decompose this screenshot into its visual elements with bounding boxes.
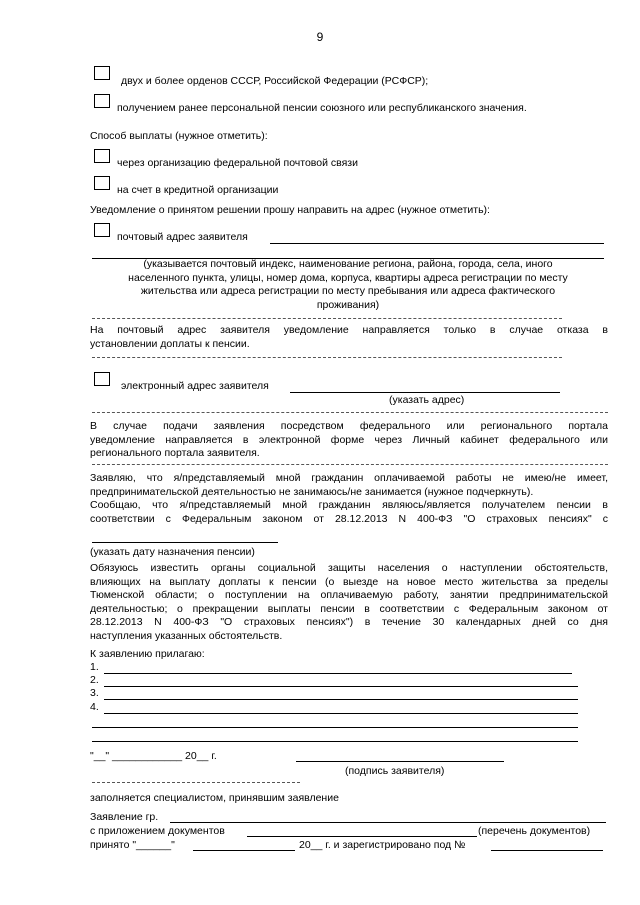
applicant-name-field[interactable] (170, 822, 606, 823)
page-number: 9 (316, 30, 324, 44)
attachment-field-6[interactable] (92, 741, 578, 742)
attachment-num-4: 4. (90, 701, 99, 713)
email-address-field[interactable] (290, 392, 560, 393)
divider (92, 412, 608, 413)
attachment-field-1[interactable] (104, 673, 572, 674)
docs-field[interactable] (247, 836, 477, 837)
attachments-heading: К заявлению прилагаю: (90, 648, 205, 660)
email-note: В случае подачи заявления посредством федерального или регионального портала уведомление направляется в электронной форме через Личный кабинет федерального или регионального портала заявителя. (90, 420, 608, 460)
postal-label: почтовый адрес заявителя (117, 231, 248, 243)
email-hint: (указать адрес) (389, 394, 465, 406)
attachment-num-3: 3. (90, 687, 99, 699)
registration-number-field[interactable] (491, 850, 603, 851)
payment-heading: Способ выплаты (нужное отметить): (90, 130, 268, 142)
attachment-field-2[interactable] (104, 686, 578, 687)
payment-bank-label: на счет в кредитной организации (117, 184, 279, 196)
accepted-month-field[interactable] (193, 850, 295, 851)
pension-date-field[interactable] (92, 542, 278, 543)
attachment-field-4[interactable] (104, 713, 578, 714)
declaration: Заявляю, что я/представляемый мной гражданин оплачиваемой работы не имею/не имеет, предпринимательской деятельностью не занимаюсь/не занимается (нужное подчеркнуть). Сообщаю, что я/представляемый мной гражданин являюсь/является получателем пенсии в соответствии с Федеральным законом от 28.12.2013 N 400-ФЗ "О страховых пенсиях" с (90, 472, 608, 525)
divider (92, 318, 562, 319)
checkbox-pension[interactable] (94, 94, 110, 108)
postal-note: На почтовый адрес заявителя уведомление направляется только в случае отказа в установлении доплаты к пенсии. (90, 324, 608, 350)
divider (92, 357, 562, 358)
divider (92, 464, 608, 465)
checkbox-pension-label: получением ранее персональной пенсии союзного или республиканского значения. (117, 102, 527, 114)
pension-date-hint: (указать дату назначения пенсии) (90, 546, 255, 558)
docs-label: с приложением документов (90, 825, 225, 837)
attachment-field-3[interactable] (104, 699, 578, 700)
attachment-num-2: 2. (90, 674, 99, 686)
attachment-field-5[interactable] (92, 727, 578, 728)
checkbox-orders-label: двух и более орденов СССР, Российской Федерации (РСФСР); (121, 75, 429, 87)
divider (92, 782, 300, 783)
notice-heading: Уведомление о принятом решении прошу направить на адрес (нужное отметить): (90, 204, 490, 216)
obligation: Обязуюсь известить органы социальной защиты населения о наступлении обстоятельств, влияющих на выплату доплаты к пенсии (о выезде на новое место жительства за пределы Тюменской области; о поступлении на оплачиваемую работу, занятии предпринимательской деятельностью; о прекращении выплаты пенсии в соответствии с Федеральным законом от 28.12.2013 N 400-ФЗ "О страховых пенсиях") в течение 30 календарных дней со дня наступления указанных обстоятельств. (90, 562, 608, 642)
postal-address-field[interactable] (270, 243, 604, 244)
application-label: Заявление гр. (90, 811, 159, 823)
checkbox-orders[interactable] (94, 66, 110, 80)
checkbox-payment-post[interactable] (94, 149, 110, 163)
email-label: электронный адрес заявителя (121, 380, 269, 392)
checkbox-postal[interactable] (94, 223, 110, 237)
payment-post-label: через организацию федеральной почтовой связи (117, 157, 358, 169)
checkbox-payment-bank[interactable] (94, 176, 110, 190)
accepted-label: принято "______" (90, 839, 175, 851)
docs-hint: (перечень документов) (478, 825, 591, 837)
signature-field[interactable] (296, 761, 504, 762)
checkbox-email[interactable] (94, 372, 110, 386)
signature-date[interactable]: "__" ____________ 20__ г. (90, 750, 217, 762)
postal-hint: (указывается почтовый индекс, наименование региона, района, города, села, иного населенного пункта, улицы, номер дома, корпуса, квартиры адреса регистрации по месту жительства или адреса регистрации по месту пребывания или адреса фактического проживания) (128, 258, 568, 311)
registered-label: 20__ г. и зарегистрировано под № (299, 839, 466, 851)
specialist-heading: заполняется специалистом, принявшим заявление (90, 792, 339, 804)
signature-hint: (подпись заявителя) (345, 765, 445, 777)
attachment-num-1: 1. (90, 661, 99, 673)
